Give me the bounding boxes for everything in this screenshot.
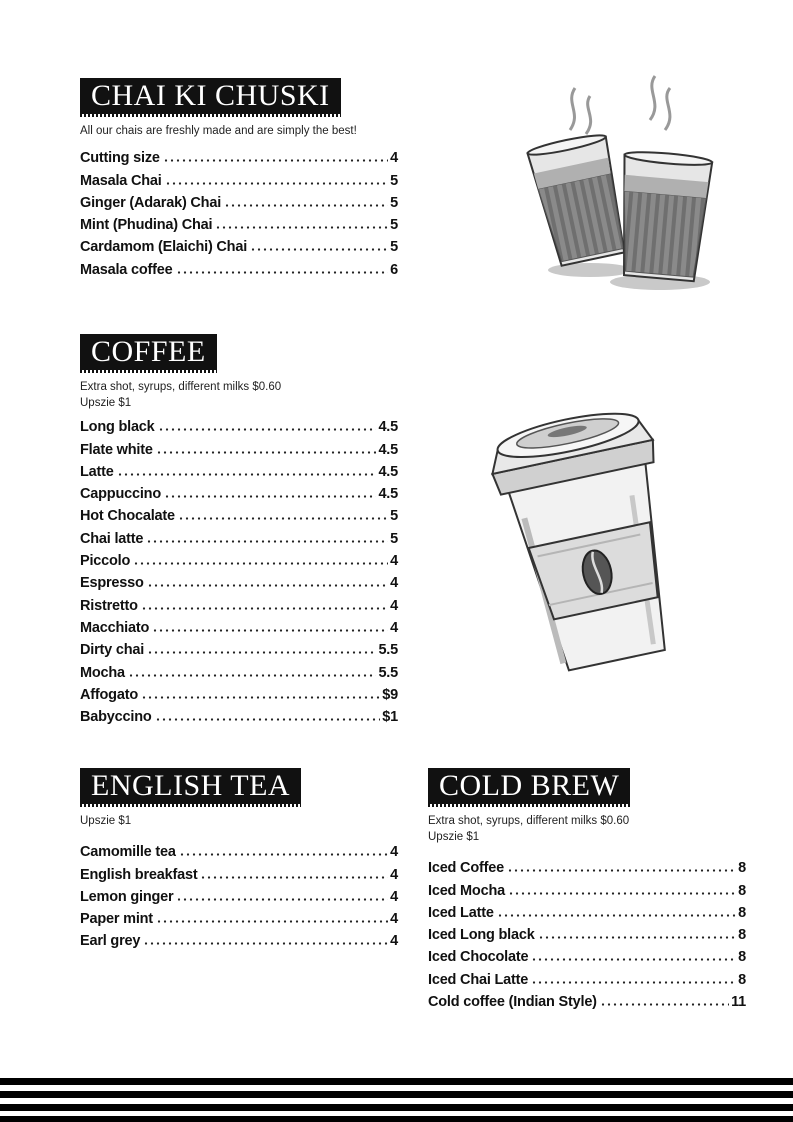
dot-leader bbox=[158, 428, 377, 431]
stripe bbox=[0, 1091, 793, 1098]
menu-item-name: Macchiato bbox=[80, 619, 150, 636]
menu-item-price: 4 bbox=[390, 619, 398, 636]
menu-item bbox=[428, 854, 746, 876]
menu-item bbox=[80, 927, 398, 949]
dot-leader bbox=[200, 876, 388, 879]
menu-item-price: 4 bbox=[390, 150, 398, 167]
menu-list bbox=[80, 413, 398, 725]
dot-leader bbox=[250, 248, 388, 251]
dot-leader bbox=[156, 920, 388, 923]
menu-item bbox=[80, 703, 398, 725]
menu-item-name: Latte bbox=[80, 463, 114, 480]
dot-leader bbox=[531, 958, 736, 961]
menu-item-price: 8 bbox=[738, 904, 746, 921]
menu-item bbox=[80, 211, 398, 233]
menu-list bbox=[80, 838, 398, 949]
stripe bbox=[0, 1104, 793, 1111]
section-note bbox=[80, 379, 398, 412]
dot-leader bbox=[152, 629, 388, 632]
dot-leader bbox=[538, 936, 737, 939]
menu-item bbox=[80, 524, 398, 546]
section-cold-brew bbox=[428, 768, 746, 1010]
section-coffee bbox=[80, 334, 398, 725]
dot-leader bbox=[215, 226, 388, 229]
menu-item bbox=[80, 166, 398, 188]
menu-item-price: 5 bbox=[390, 194, 398, 211]
section-note: All our chais are freshly made and are simply the best! bbox=[80, 125, 357, 137]
menu-item-name: Cutting size bbox=[80, 150, 160, 167]
dot-leader bbox=[176, 898, 388, 901]
dot-leader bbox=[508, 892, 736, 895]
menu-item bbox=[428, 943, 746, 965]
section-note: Upszie $1 bbox=[80, 815, 132, 827]
menu-item-name: Affogato bbox=[80, 686, 138, 703]
menu-item-name: Piccolo bbox=[80, 553, 131, 570]
menu-item bbox=[80, 458, 398, 480]
section-title: COFFEE bbox=[80, 334, 217, 370]
dot-leader bbox=[497, 914, 736, 917]
menu-item-name: Iced Chocolate bbox=[428, 949, 529, 966]
menu-item bbox=[80, 636, 398, 658]
menu-item bbox=[80, 569, 398, 591]
menu-item-name: Espresso bbox=[80, 575, 144, 592]
menu-item-price: 4 bbox=[390, 597, 398, 614]
menu-item-name: Chai latte bbox=[80, 530, 144, 547]
menu-item bbox=[428, 921, 746, 943]
dot-leader bbox=[146, 540, 388, 543]
dot-leader bbox=[147, 584, 388, 587]
menu-item-name: Mocha bbox=[80, 664, 125, 681]
menu-item bbox=[428, 899, 746, 921]
dot-leader bbox=[179, 853, 388, 856]
menu-item-price: 8 bbox=[738, 927, 746, 944]
section-english-tea bbox=[80, 768, 398, 949]
menu-item bbox=[80, 547, 398, 569]
menu-item-price: 5.5 bbox=[378, 664, 398, 681]
dot-leader bbox=[128, 674, 377, 677]
menu-item-name: Flate white bbox=[80, 441, 153, 458]
menu-item-price: 8 bbox=[738, 971, 746, 988]
stripe bbox=[0, 1116, 793, 1122]
note-line: Upszie $1 bbox=[80, 397, 132, 409]
menu-item-name: Iced Long black bbox=[428, 927, 535, 944]
menu-item-name: Long black bbox=[80, 419, 155, 436]
menu-item-name: Cold coffee (Indian Style) bbox=[428, 994, 597, 1011]
menu-item bbox=[80, 480, 398, 502]
menu-item-price: $9 bbox=[382, 686, 398, 703]
section-title: ENGLISH TEA bbox=[80, 768, 301, 804]
menu-item-price: 4 bbox=[390, 575, 398, 592]
menu-item-price: 4 bbox=[390, 888, 398, 905]
stripe bbox=[0, 1078, 793, 1085]
menu-item-price: 8 bbox=[738, 860, 746, 877]
menu-item bbox=[80, 502, 398, 524]
menu-item bbox=[80, 189, 398, 211]
menu-item bbox=[80, 144, 398, 166]
menu-item-price: 4.5 bbox=[378, 419, 398, 436]
menu-item bbox=[80, 233, 398, 255]
menu-item-price: 4.5 bbox=[378, 441, 398, 458]
menu-item bbox=[80, 435, 398, 457]
cold-heading bbox=[428, 768, 630, 807]
dot-leader bbox=[133, 562, 388, 565]
dot-leader bbox=[176, 271, 389, 274]
menu-item-name: Dirty chai bbox=[80, 642, 145, 659]
menu-item-name: Ginger (Adarak) Chai bbox=[80, 194, 222, 211]
menu-item-name: Iced Coffee bbox=[428, 860, 504, 877]
dot-leader bbox=[600, 1003, 729, 1006]
section-title: COLD BREW bbox=[428, 768, 630, 804]
section-chai bbox=[80, 78, 398, 278]
menu-list bbox=[80, 144, 398, 278]
menu-item-name: English breakfast bbox=[80, 866, 198, 883]
takeaway-coffee-cup-icon bbox=[490, 404, 700, 672]
menu-item-price: 5 bbox=[390, 530, 398, 547]
menu-item-price: 5 bbox=[390, 172, 398, 189]
menu-item bbox=[80, 413, 398, 435]
note-line: Extra shot, syrups, different milks $0.60 bbox=[80, 381, 282, 393]
menu-item-name: Mint (Phudina) Chai bbox=[80, 217, 213, 234]
dot-leader bbox=[143, 942, 388, 945]
menu-item bbox=[428, 988, 746, 1010]
menu-item-name: Ristretto bbox=[80, 597, 138, 614]
dot-leader bbox=[178, 517, 388, 520]
menu-item bbox=[80, 838, 398, 860]
menu-item-name: Babyccino bbox=[80, 709, 152, 726]
menu-item bbox=[80, 681, 398, 703]
dot-leader bbox=[224, 204, 388, 207]
menu-item-price: 5.5 bbox=[378, 642, 398, 659]
menu-item-price: 4 bbox=[390, 844, 398, 861]
menu-list bbox=[428, 854, 746, 1010]
dot-leader bbox=[155, 718, 381, 721]
menu-item-price: 6 bbox=[390, 261, 398, 278]
menu-item-price: $1 bbox=[382, 709, 398, 726]
decorative-stripes bbox=[0, 1078, 793, 1122]
menu-item-name: Cardamom (Elaichi) Chai bbox=[80, 239, 248, 256]
note-line: Extra shot, syrups, different milks $0.60 bbox=[428, 815, 630, 827]
menu-item-name: Hot Chocalate bbox=[80, 508, 175, 525]
dot-leader bbox=[141, 696, 380, 699]
menu-item-price: 4 bbox=[390, 553, 398, 570]
menu-item-name: Camomille tea bbox=[80, 844, 176, 861]
menu-item-name: Cappuccino bbox=[80, 486, 161, 503]
section-title: CHAI KI CHUSKI bbox=[80, 78, 341, 114]
dot-leader bbox=[507, 869, 736, 872]
coffee-heading bbox=[80, 334, 217, 373]
dot-leader bbox=[163, 159, 388, 162]
menu-item-price: 4.5 bbox=[378, 486, 398, 503]
menu-item-price: 4 bbox=[390, 866, 398, 883]
menu-item bbox=[80, 905, 398, 927]
menu-item-name: Iced Latte bbox=[428, 904, 494, 921]
menu-item-name: Paper mint bbox=[80, 911, 153, 928]
dot-leader bbox=[141, 607, 388, 610]
dot-leader bbox=[531, 981, 736, 984]
menu-item-name: Lemon ginger bbox=[80, 888, 174, 905]
menu-item-price: 11 bbox=[731, 994, 746, 1011]
menu-item-name: Earl grey bbox=[80, 933, 141, 950]
menu-item-price: 4.5 bbox=[378, 463, 398, 480]
menu-item bbox=[80, 255, 398, 277]
menu-item-price: 8 bbox=[738, 882, 746, 899]
section-note bbox=[428, 813, 746, 846]
menu-item bbox=[428, 965, 746, 987]
menu-item-name: Iced Chai Latte bbox=[428, 971, 529, 988]
menu-item bbox=[80, 658, 398, 680]
menu-item bbox=[80, 614, 398, 636]
menu-item bbox=[80, 883, 398, 905]
menu-item-name: Masala Chai bbox=[80, 172, 162, 189]
menu-item-name: Masala coffee bbox=[80, 261, 173, 278]
menu-item bbox=[80, 860, 398, 882]
menu-item bbox=[80, 591, 398, 613]
menu-item-price: 8 bbox=[738, 949, 746, 966]
menu-item-price: 5 bbox=[390, 508, 398, 525]
dot-leader bbox=[156, 451, 377, 454]
note-line: Upszie $1 bbox=[428, 831, 480, 843]
dot-leader bbox=[147, 651, 376, 654]
menu-item-price: 5 bbox=[390, 217, 398, 234]
dot-leader bbox=[117, 473, 377, 476]
dot-leader bbox=[164, 495, 376, 498]
menu-item-price: 4 bbox=[390, 911, 398, 928]
menu-item bbox=[428, 876, 746, 898]
dot-leader bbox=[165, 182, 389, 185]
menu-item-price: 4 bbox=[390, 933, 398, 950]
chai-glasses-icon bbox=[520, 68, 720, 294]
menu-item-name: Iced Mocha bbox=[428, 882, 505, 899]
tea-heading bbox=[80, 768, 301, 807]
menu-item-price: 5 bbox=[390, 239, 398, 256]
chai-heading bbox=[80, 78, 341, 117]
